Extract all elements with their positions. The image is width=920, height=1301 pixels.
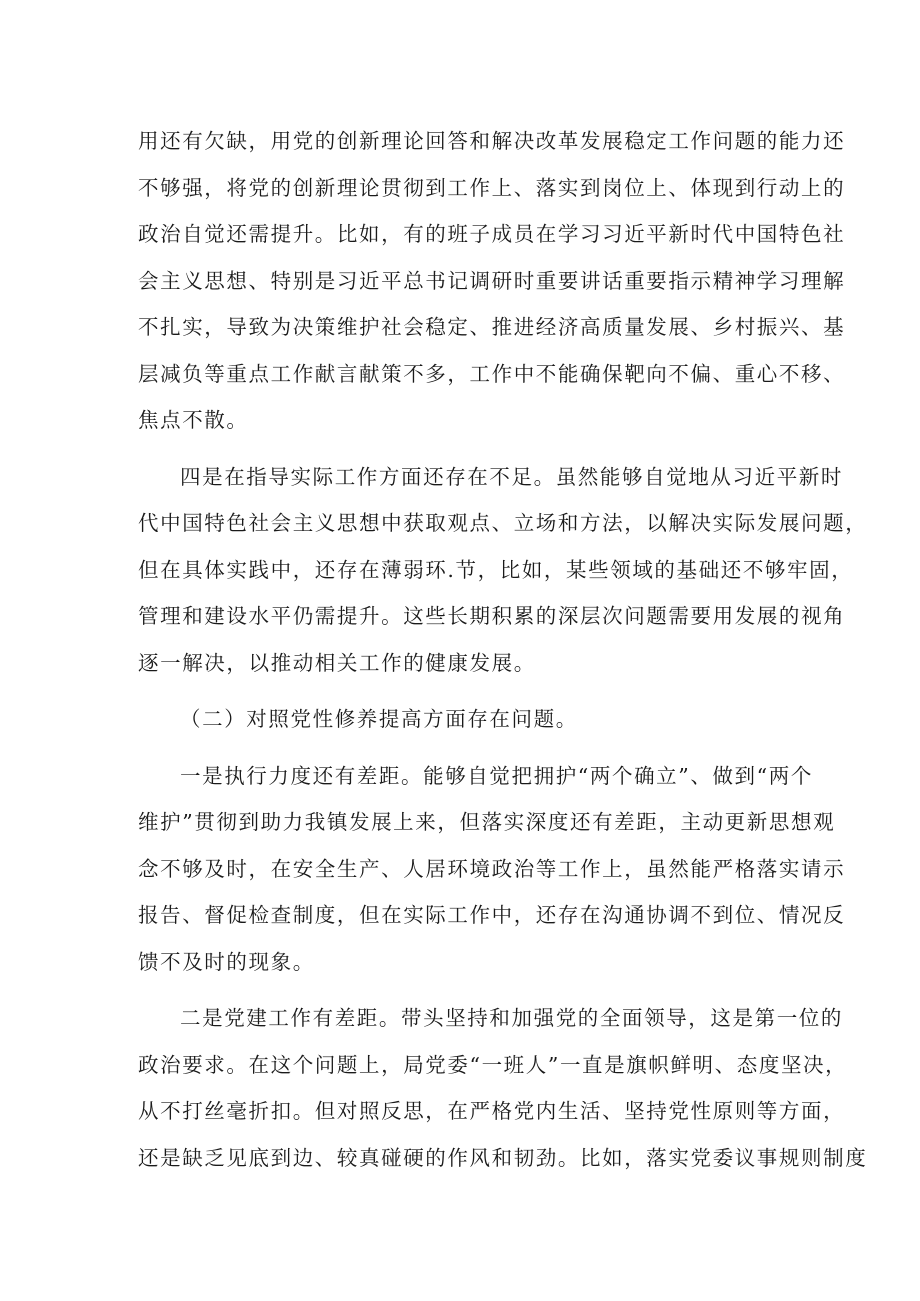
text-line: 用还有欠缺，用党的创新理论回答和解决改革发展稳定工作问题的能力还 — [138, 129, 846, 153]
text-line: 四是在指导实际工作方面还存在不足。虽然能够自觉地从习近平新时 — [180, 464, 843, 489]
text-line: 报告、督促检查制度，但在实际工作中，还存在沟通协调不到位、情况反 — [138, 903, 846, 927]
text-line: 一是执行力度还有差距。能够自觉把拥护“两个确立”、做到“两个 — [180, 763, 813, 788]
heading-text: （二）对照党性修养提高方面存在问题。 — [180, 707, 578, 731]
text-line: 不够强，将党的创新理论贯彻到工作上、落实到岗位上、体现到行动上的 — [138, 175, 846, 200]
text-line: 念不够及时，在安全生产、人居环境政治等工作上，虽然能严格落实请示 — [138, 856, 846, 881]
text-line: 维护”贯彻到助力我镇发展上来，但落实深度还有差距，主动更新思想观 — [138, 810, 836, 834]
text-line: 政治要求。在这个问题上，局党委“一班人”一直是旗帜鲜明、态度坚决， — [138, 1052, 848, 1077]
text-line: 二是党建工作有差距。带头坚持和加强党的全面领导，这是第一位的 — [180, 1006, 843, 1030]
text-line: 层减负等重点工作献言献策不多，工作中不能确保靶向不偏、重心不移、 — [138, 361, 846, 386]
text-line: 不扎实，导致为决策维护社会稳定、推进经济高质量发展、乡村振兴、基 — [138, 315, 846, 339]
text-line: 管理和建设水平仍需提升。这些长期积累的深层次问题需要用发展的视角 — [138, 604, 846, 628]
text-line: 馈不及时的现象。 — [138, 949, 315, 974]
paragraph-5 — [138, 995, 868, 1181]
document-body — [138, 118, 868, 1181]
paragraph-1 — [138, 118, 846, 444]
paragraph-4 — [138, 753, 846, 986]
text-line: 还是缺乏见底到边、较真碰硬的作风和韧劲。比如，落实党委议事规则制度 — [138, 1145, 868, 1170]
text-line: 焦点不散。 — [138, 408, 249, 432]
text-line: 代中国特色社会主义思想中获取观点、立场和方法，以解决实际发展问题， — [138, 511, 868, 535]
text-line: 从不打丝毫折扣。但对照反思，在严格党内生活、坚持党性原则等方面， — [138, 1099, 846, 1123]
text-line: 政治自觉还需提升。比如，有的班子成员在学习习近平新时代中国特色社 — [138, 222, 846, 246]
section-heading — [138, 696, 786, 743]
text-line: 逐一解决，以推动相关工作的健康发展。 — [138, 650, 536, 675]
paragraph-2 — [138, 454, 868, 687]
text-line: 会主义思想、特别是习近平总书记调研时重要讲话重要指示精神学习理解 — [138, 268, 846, 293]
text-line: 但在具体实践中，还存在薄弱环.节，比如，某些领域的基础还不够牢固， — [138, 557, 854, 582]
